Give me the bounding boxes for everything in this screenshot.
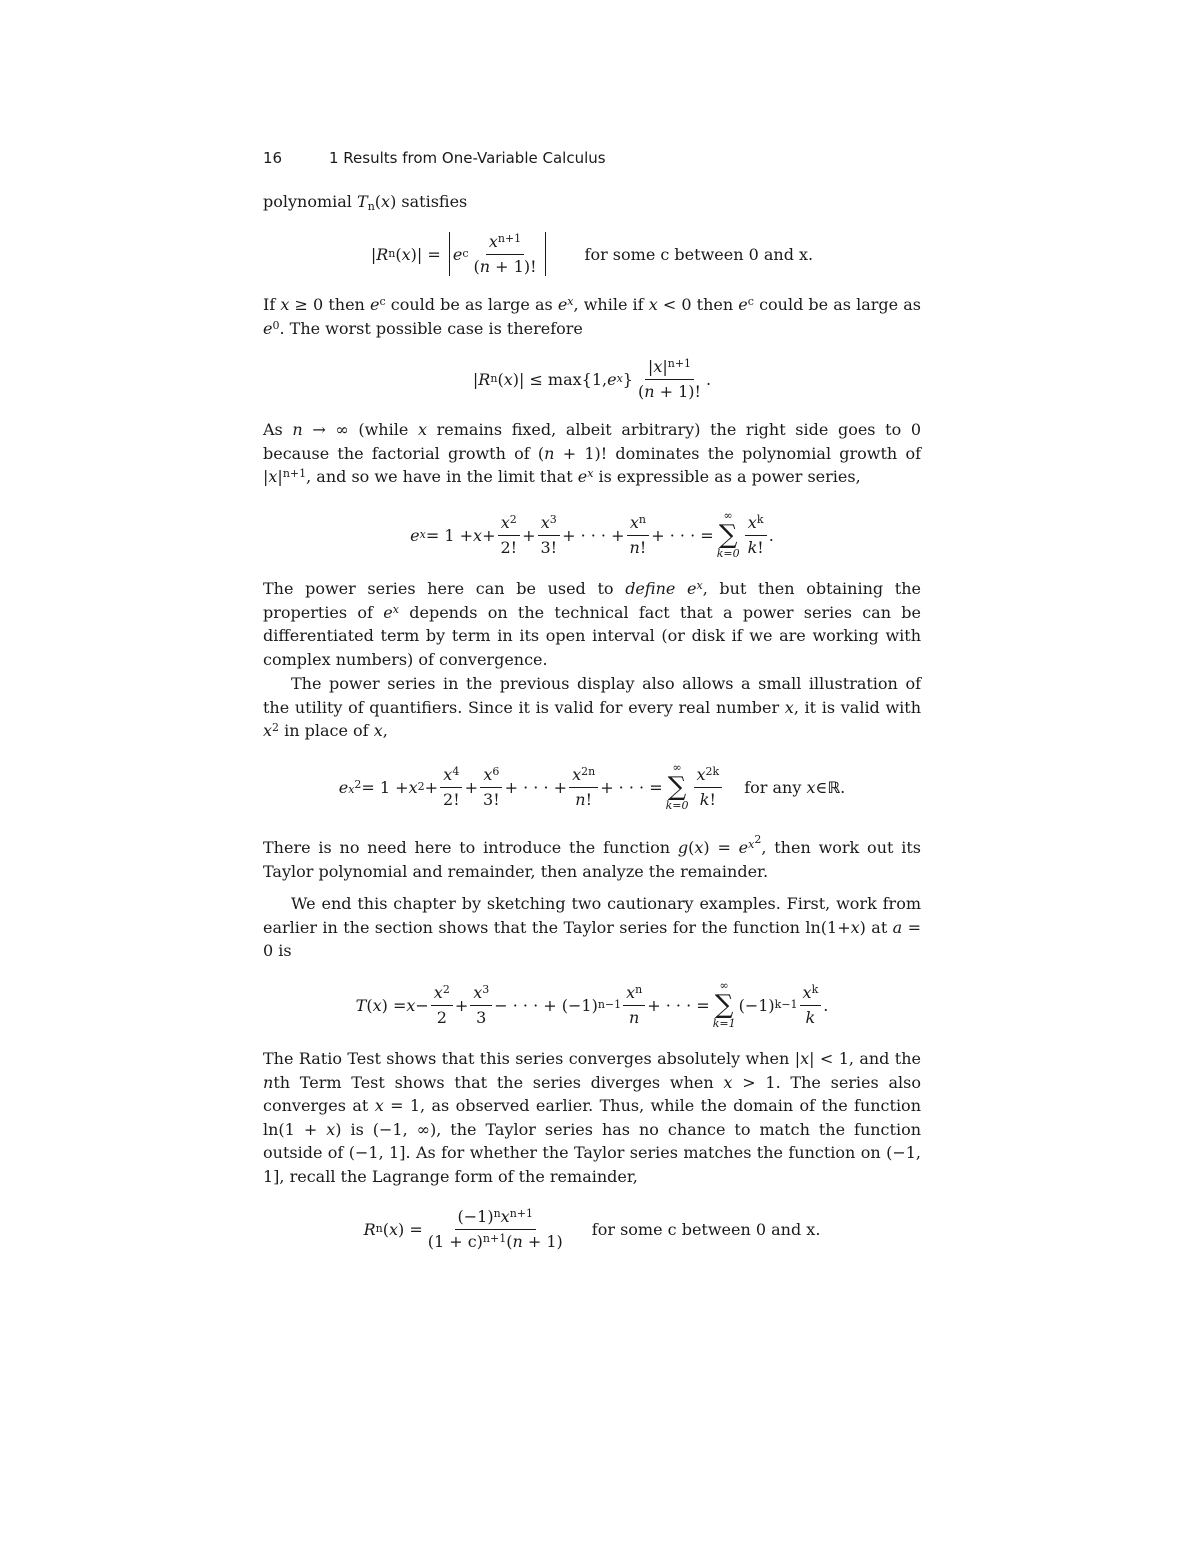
equation-exp-x2-series: e $x^2$ = 1 + x 2 + $\frac{x^4}{2!}$ + $\frac{x^6}{3!}$ + · · · + $\frac{x^{2n}}{n!}$ + · · · = ∞ ∑ k=0 $\frac{x^{2k}}{k!}$ for any x ∈ ℝ . — [338, 761, 846, 812]
text-span: . The series also converges at — [263, 1072, 921, 1115]
text-span: , it is valid with — [793, 697, 922, 717]
text-span: If — [263, 295, 276, 314]
text-span: (while — [358, 420, 409, 439]
text-span: depends on the technical fact that a power series can be differentiated term by term in its open interval (or disk if we are working with complex numbers) of convergence. — [263, 602, 922, 669]
equation-lagrange-remainder: R n ( x ) = $\frac{(-1)^nx^{n+1}}{(1 + c)^{n+1}(n + 1)}$ for some c between 0 and x. — [363, 1206, 821, 1251]
text-span: then — [328, 295, 365, 314]
text-span: The power series here can be used to — [263, 579, 614, 598]
chapter-title: 1 Results from One-Variable Calculus — [329, 149, 606, 167]
paragraph-3: As n → ∞ (while x remains fixed, albeit arbitrary) the right side goes to 0 because the factorial growth of (n + 1)! dominates the polynomial growth of $|x|^{n+1}$, and so we have in the limit that $e^x$ is expressible as a power series, — [263, 420, 922, 486]
text-span: th Term Test shows that the series diverges when — [273, 1072, 714, 1092]
text-span: , while if — [573, 295, 644, 314]
paragraph-7: We end this chapter by sketching two cautionary examples. First, work from earlier in the section shows that the Taylor series for the function ln(1+x) at a = 0 is — [263, 894, 922, 960]
text-span: There is no need here to introduce the function — [263, 838, 671, 857]
text-span: , as observed earlier. Thus, while the domain of the function ln(1 + — [263, 1096, 921, 1139]
text-span: , and so we have in the limit that — [306, 467, 573, 486]
text-span: The Ratio Test shows that this series converges absolutely when — [263, 1049, 790, 1068]
paragraph-1: polynomial $T_n(x)$ satisfies — [263, 192, 468, 213]
text-span: ) is (−1, ∞), the Taylor series has no chance to match the function outside of (−1, 1]. As for whether the Taylor series matches the function on (−1, 1], recall the Lagrange form of the remainder, — [263, 1119, 921, 1186]
text-span: could be as large as — [390, 295, 553, 314]
equation-side-text: for any — [744, 777, 802, 797]
text-span: The power series in the previous display also allows a small illustration of the utility of quantifiers. Since it is valid for every real number — [263, 674, 921, 717]
running-header — [263, 149, 606, 167]
equation-exp-series: e x = 1 + x + $\frac{x^2}{2!}$ + $\frac{x^3}{3!}$ + · · · + $\frac{x^n}{n!}$ + · · · = ∞ ∑ k=0 $\frac{x^k}{k!}$ . — [410, 509, 774, 560]
paragraph-8: The Ratio Test shows that this series converges absolutely when |x| < 1, and the nth Term Test shows that the series diverges when x > 1. The series also converges at x = 1, as observed earlier. Thus, while the domain of the function ln(1 + x) is (−1, ∞), the Taylor series has no chance to match the function outside of (−1, 1]. As for whether the Taylor series matches the function on (−1, 1], recall the Lagrange form of the remainder, — [263, 1049, 922, 1186]
text-span: is expressible as a power series, — [598, 467, 861, 486]
equation-side-text: for some c between 0 and x. — [591, 1219, 821, 1239]
text-span: , and the — [848, 1049, 922, 1068]
paragraph-5: The power series in the previous display also allows a small illustration of the utility of quantifiers. Since it is valid for every real number x, it is valid with $x^2$ in place of x, — [263, 674, 922, 740]
emphasis: define — [625, 579, 676, 598]
text-span: remains fixed, albeit arbitrary) the right side goes to 0 because the factorial growth of — [263, 420, 922, 463]
paragraph-6: There is no need here to introduce the function $g(x) = e^{x^2}$, then work out its Taylor polynomial and remainder, then analyze the remainder. — [263, 833, 921, 881]
text-span: As — [263, 420, 283, 439]
page-number: 16 — [263, 149, 283, 167]
text-span: , but then obtaining the properties of — [263, 579, 921, 622]
text-span: dominates the polynomial growth of — [615, 443, 922, 463]
equation-remainder: | R n ( x )| = e c $\frac{x^{n+1}}{(n + 1)!}$ for some c between 0 and x. — [370, 231, 814, 276]
text-span: ) at — [859, 917, 888, 937]
text-span: satisfies — [401, 192, 468, 211]
text-span: , then work out its Taylor polynomial and remainder, then analyze the remainder. — [263, 838, 921, 881]
text-span: is — [278, 941, 292, 960]
equation-log-series: T ( x ) = x − $\frac{x^2}{2}$ + $\frac{x^3}{3}$ − · · · + (−1) n−1 $\frac{x^n}{n}$ + · · · = ∞ ∑ k=1 (−1) k−1 $\frac{x^k}{k}$ . — [355, 979, 829, 1030]
equation-bound: | R n ( x )| ≤ max{1, e x } $\frac{|x|^{n+1}}{(n + 1)!}$ . — [472, 356, 712, 401]
text-span: . The worst possible case is therefore — [279, 318, 583, 338]
text-span: We end this chapter by sketching two cautionary examples. First, work from earlier in the section shows that the Taylor series for the function ln(1+ — [263, 894, 921, 937]
paragraph-4: The power series here can be used to define $e^x$, but then obtaining the properties of $e^x$ depends on the technical fact that a power series can be differentiated term by term in its open interval (or disk if we are working with complex numbers) of convergence. — [263, 579, 922, 669]
text-span: in place of — [284, 721, 369, 740]
paragraph-2: If x ≥ 0 then $e^c$ could be as large as $e^x$, while if x < 0 then $e^c$ could be as large as $e^0$. The worst possible case is therefore — [263, 295, 922, 338]
text-span: could be as large as — [759, 295, 922, 314]
text-span: polynomial — [263, 192, 352, 211]
equation-side-text: for some c between 0 and x. — [584, 244, 814, 264]
